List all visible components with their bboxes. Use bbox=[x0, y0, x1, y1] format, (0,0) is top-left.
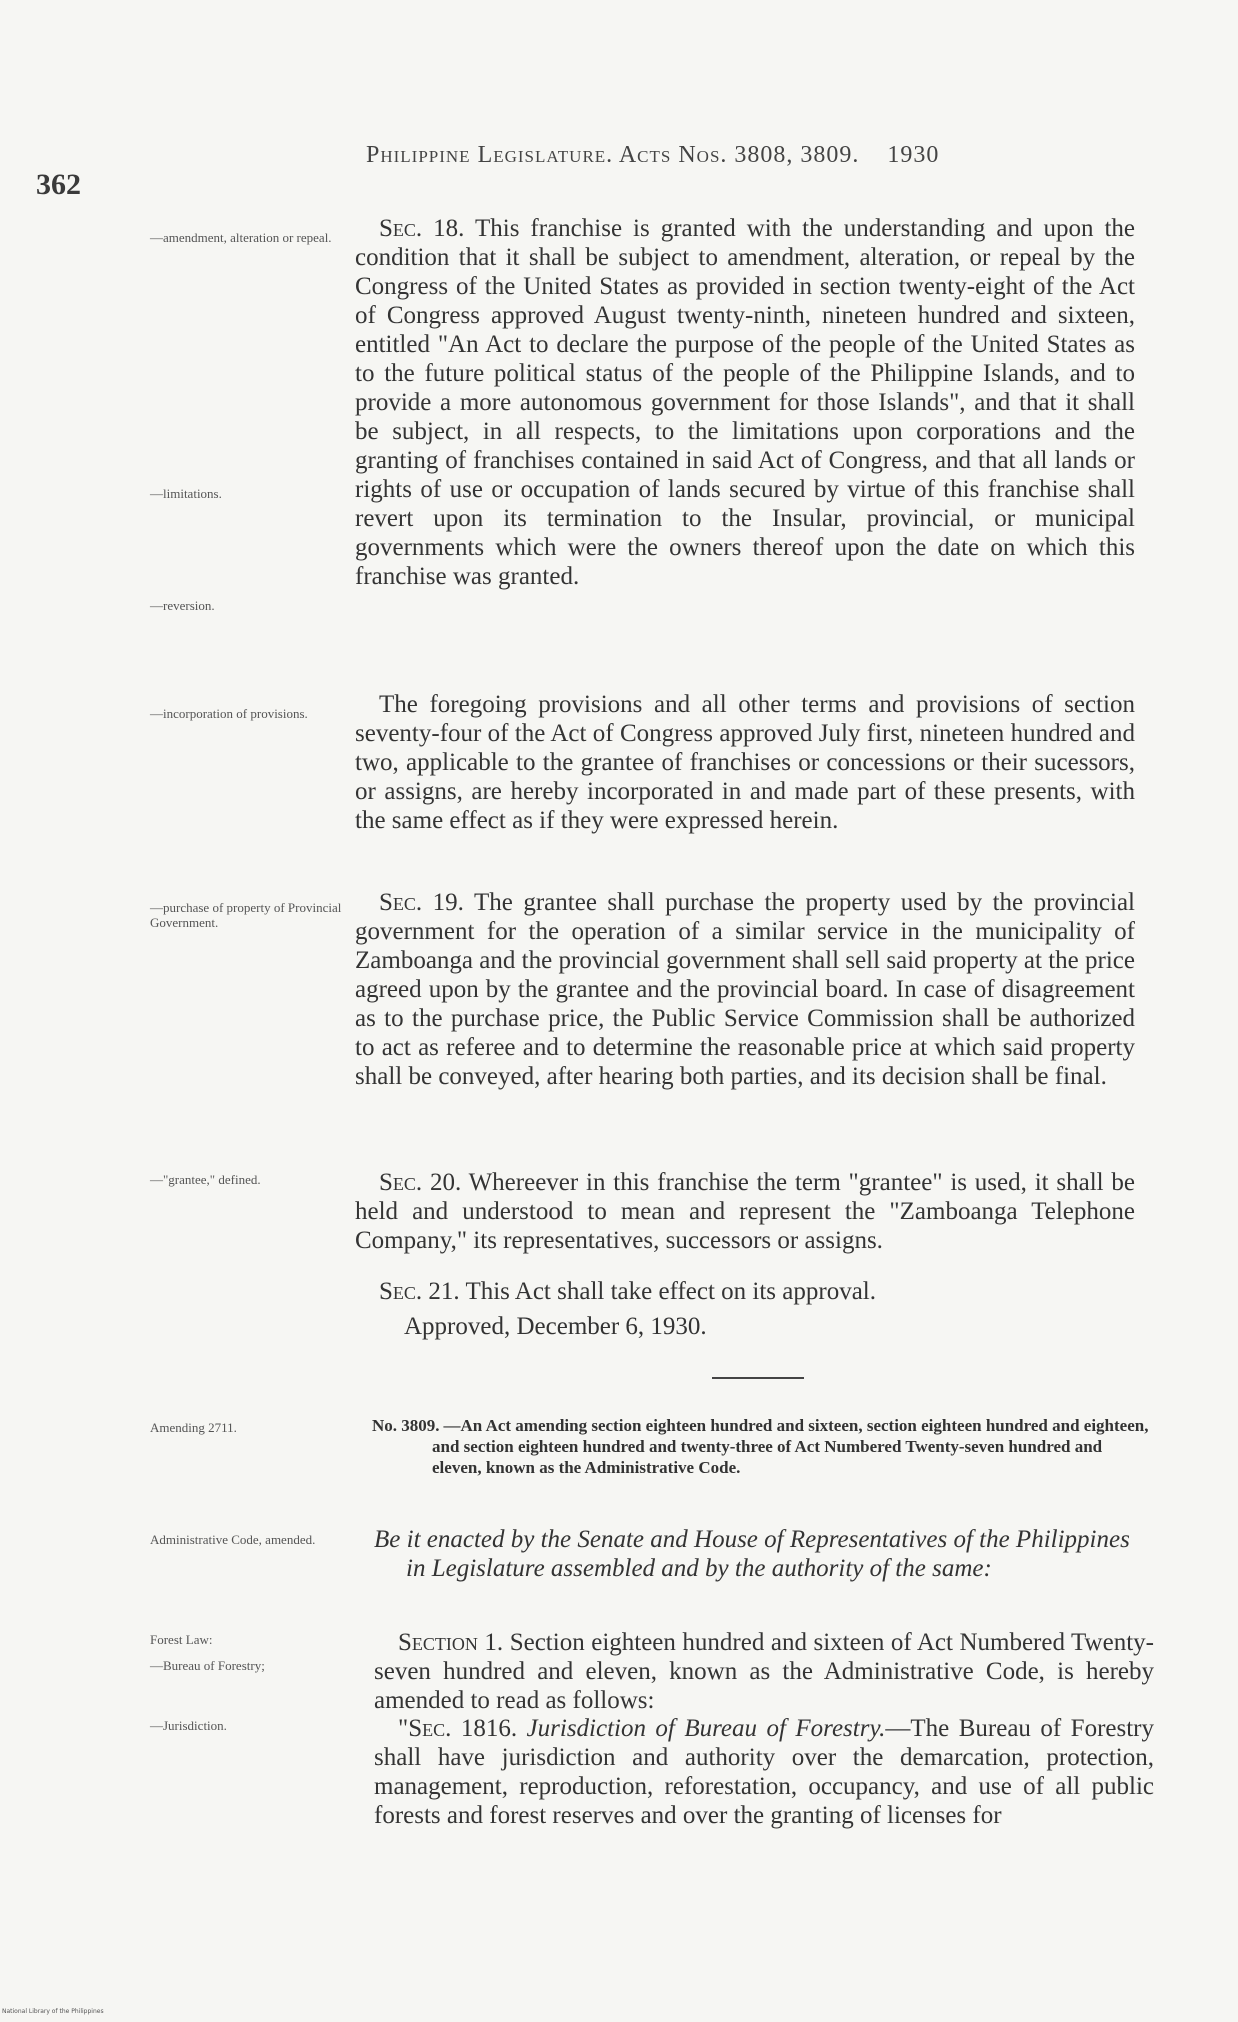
running-head bbox=[366, 142, 939, 169]
margin-note-jurisdiction: —Jurisdiction. bbox=[150, 1718, 227, 1733]
act-3809-section-1 bbox=[374, 1628, 1154, 1715]
section-20 bbox=[355, 1168, 1135, 1255]
act-3809-section-1-text: Section eighteen hundred and sixteen of Act Numbered Twenty-seven hundred and eleven, known as the Administrative Code, is hereby amended to read as follows: bbox=[374, 1629, 1154, 1714]
margin-note-bureau-forestry: —Bureau of Forestry; bbox=[150, 1658, 265, 1673]
page-number: 362 bbox=[36, 168, 81, 201]
approval-date: Approved, December 6, 1930. bbox=[404, 1313, 707, 1340]
act-3809-title-block bbox=[372, 1415, 1152, 1478]
section-1816-text: —The Bureau of Forestry shall have jurisdiction and authority over the demarcation, protection, management, reproduction, reforestation, occupancy, and use of all public forests and forest reserves and over the granting of licenses for bbox=[374, 1715, 1154, 1829]
running-head-year: 1930 bbox=[887, 142, 940, 168]
section-18-text: This franchise is granted with the understanding and upon the condition that it shall be subject to amendment, alteration, or repeal by the Congress of the United States as provided in section twenty-eight of the Act of Congress approved August twenty-ninth, nineteen hundred and sixteen, entitled "An Act to declare the purpose of the people of the United States as to the future political status of the people of the Philippine Islands, and to provide a more autonomous government for those Islands", and that it shall be subject, in all respects, to the limitations upon corporations and the granting of franchises contained in said Act of Congress, and that all lands or rights of use or occupation of lands secured by virtue of this franchise shall revert upon its termination to the Insular, provincial, or municipal governments which were the owners thereof upon the date on which this franchise was granted. bbox=[355, 215, 1135, 590]
margin-note-amendment: —amendment, alteration or repeal. bbox=[150, 230, 332, 245]
incorporation-paragraph bbox=[355, 690, 1135, 835]
act-3809-section-1-label: Section 1. bbox=[398, 1629, 504, 1656]
section-18-label: Sec. 18. bbox=[379, 215, 465, 242]
margin-note-incorporation: —incorporation of provisions. bbox=[150, 706, 308, 721]
margin-note-grantee-defined: —"grantee," defined. bbox=[150, 1172, 261, 1187]
section-19 bbox=[355, 888, 1135, 1091]
act-3809-number: No. 3809. bbox=[372, 1416, 440, 1435]
section-1816-heading: Jurisdiction of Bureau of Forestry. bbox=[526, 1715, 886, 1742]
section-1816 bbox=[374, 1714, 1154, 1830]
margin-note-limitations: —limitations. bbox=[150, 486, 222, 501]
section-20-label: Sec. 20. bbox=[379, 1169, 462, 1196]
section-21-text: This Act shall take effect on its approval. bbox=[465, 1278, 877, 1305]
act-3809-title: —An Act amending section eighteen hundred and sixteen, section eighteen hundred and eighteen, and section eighteen hundred and twenty-three of Act Numbered Twenty-seven hundred and eleven, known as the Administrative Code. bbox=[432, 1416, 1149, 1477]
section-18 bbox=[355, 214, 1135, 591]
margin-note-purchase: —purchase of property of Provincial Government. bbox=[150, 900, 342, 930]
margin-note-reversion: —reversion. bbox=[150, 598, 215, 613]
running-head-title: Philippine Legislature. Acts Nos. 3808, 3809. bbox=[366, 142, 860, 168]
margin-note-amending: Amending 2711. bbox=[150, 1420, 237, 1435]
incorporation-text: The foregoing provisions and all other terms and provisions of section seventy-four of the Act of Congress approved July first, nineteen hundred and two, applicable to the grantee of franchises or concessions or their sucessors, or assigns, are hereby incorporated in and made part of these presents, with the same effect as if they were expressed herein. bbox=[355, 691, 1135, 834]
section-1816-label: "Sec. 1816. bbox=[398, 1715, 518, 1742]
act-3809-heading bbox=[372, 1415, 1152, 1478]
margin-note-forest-law: Forest Law: bbox=[150, 1632, 213, 1647]
section-divider bbox=[712, 1377, 804, 1379]
section-19-label: Sec. 19. bbox=[379, 889, 464, 916]
section-21 bbox=[355, 1277, 1135, 1306]
section-21-label: Sec. 21. bbox=[379, 1278, 460, 1305]
section-19-text: The grantee shall purchase the property used by the provincial government for the operation of a similar service in the municipality of Zamboanga and the provincial government shall sell said property at the price agreed upon by the grantee and the provincial board. In case of disagreement as to the purchase price, the Public Service Commission shall be authorized to act as referee and to determine the reasonable price at which said property shall be conveyed, after hearing both parties, and its decision shall be final. bbox=[355, 889, 1135, 1090]
library-footer: National Library of the Philippines bbox=[2, 2008, 104, 2015]
section-20-text: Whereever in this franchise the term "grantee" is used, it shall be held and understood to mean and represent the "Zamboanga Telephone Company," its representatives, successors or assigns. bbox=[355, 1169, 1136, 1254]
margin-note-admin-code: Administrative Code, amended. bbox=[150, 1532, 316, 1547]
enacting-clause: Be it enacted by the Senate and House of Representatives of the Philippines in Legislature assembled and by the authority of the same: bbox=[374, 1526, 1130, 1582]
